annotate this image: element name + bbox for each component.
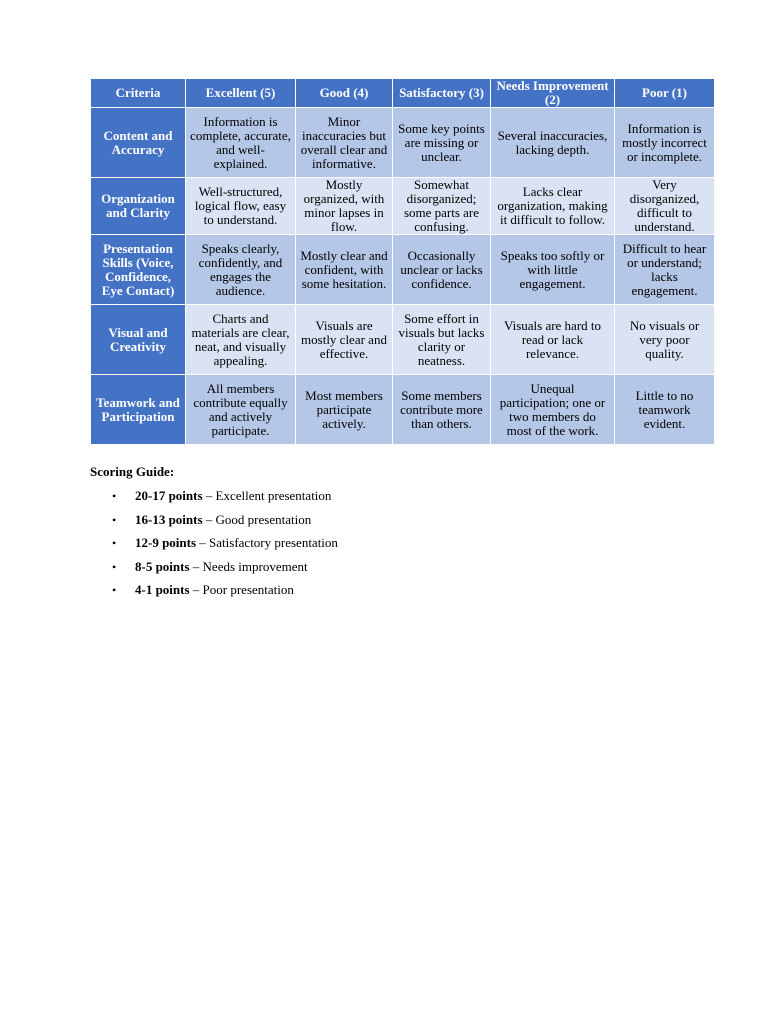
rubric-cell: Information is mostly incorrect or incomplete. xyxy=(615,108,715,178)
rating-text: – Good presentation xyxy=(202,511,312,527)
rating-text: – Satisfactory presentation xyxy=(196,535,338,551)
header-needs-improvement: Needs Improvement (2) xyxy=(491,79,615,108)
criteria-cell: Teamwork and Participation xyxy=(91,375,186,445)
points-range: 8-5 points xyxy=(135,558,190,574)
rubric-table xyxy=(90,78,715,445)
bullet-icon: • xyxy=(112,583,117,598)
rubric-cell: Lacks clear organization, making it difficult to follow. xyxy=(491,178,615,235)
points-range: 4-1 points xyxy=(135,582,190,598)
list-item xyxy=(90,486,338,510)
rubric-cell: Mostly organized, with minor lapses in flow. xyxy=(296,178,393,235)
rubric-cell: Well-structured, logical flow, easy to understand. xyxy=(186,178,296,235)
bullet-icon: • xyxy=(112,512,117,527)
list-item xyxy=(90,557,338,581)
rubric-cell: Minor inaccuracies but overall clear and informative. xyxy=(296,108,393,178)
rubric-cell: Charts and materials are clear, neat, and visually appealing. xyxy=(186,305,296,375)
header-satisfactory: Satisfactory (3) xyxy=(393,79,491,108)
rating-text: – Poor presentation xyxy=(189,582,294,598)
criteria-cell: Content and Accuracy xyxy=(91,108,186,178)
rubric-cell: All members contribute equally and actively participate. xyxy=(186,375,296,445)
rating-text: – Needs improvement xyxy=(189,558,308,574)
rubric-cell: Some key points are missing or unclear. xyxy=(393,108,491,178)
scoring-guide-list xyxy=(90,486,338,604)
rubric-cell: Unequal participation; one or two members do most of the work. xyxy=(491,375,615,445)
criteria-cell: Organization and Clarity xyxy=(91,178,186,235)
rubric-cell: Somewhat disorganized; some parts are confusing. xyxy=(393,178,491,235)
bullet-icon: • xyxy=(112,536,117,551)
scoring-guide-title: Scoring Guide: xyxy=(90,464,175,479)
rubric-cell: Little to no teamwork evident. xyxy=(615,375,715,445)
list-item xyxy=(90,533,338,557)
table-row xyxy=(91,305,715,375)
rubric-cell: Very disorganized, difficult to understand. xyxy=(615,178,715,235)
points-range: 12-9 points xyxy=(135,535,197,551)
list-item xyxy=(90,580,338,604)
rubric-cell: Occasionally unclear or lacks confidence. xyxy=(393,235,491,305)
points-range: 16-13 points xyxy=(135,511,203,527)
rubric-cell: Difficult to hear or understand; lacks engagement. xyxy=(615,235,715,305)
header-good: Good (4) xyxy=(296,79,393,108)
rubric-cell: Several inaccuracies, lacking depth. xyxy=(491,108,615,178)
rubric-cell: Most members participate actively. xyxy=(296,375,393,445)
list-item xyxy=(90,510,338,534)
rubric-cell: Mostly clear and confident, with some hesitation. xyxy=(296,235,393,305)
rubric-cell: No visuals or very poor quality. xyxy=(615,305,715,375)
points-range: 20-17 points xyxy=(135,488,203,503)
table-row xyxy=(91,178,715,235)
rubric-cell: Some members contribute more than others. xyxy=(393,375,491,445)
table-row xyxy=(91,108,715,178)
table-row xyxy=(91,235,715,305)
header-poor: Poor (1) xyxy=(615,79,715,108)
bullet-icon: • xyxy=(112,559,117,574)
rubric-header-row xyxy=(91,79,715,108)
rubric-cell: Visuals are hard to read or lack relevance. xyxy=(491,305,615,375)
rubric-cell: Speaks clearly, confidently, and engages the audience. xyxy=(186,235,296,305)
criteria-cell: Visual and Creativity xyxy=(91,305,186,375)
rubric-cell: Some effort in visuals but lacks clarity or neatness. xyxy=(393,305,491,375)
criteria-cell: Presentation Skills (Voice, Confidence, Eye Contact) xyxy=(91,235,186,305)
rubric-cell: Speaks too softly or with little engagement. xyxy=(491,235,615,305)
table-row xyxy=(91,375,715,445)
rubric-cell: Visuals are mostly clear and effective. xyxy=(296,305,393,375)
header-excellent: Excellent (5) xyxy=(186,79,296,108)
rating-text: – Excellent presentation xyxy=(202,488,332,503)
rubric-cell: Information is complete, accurate, and well-explained. xyxy=(186,108,296,178)
bullet-icon: • xyxy=(112,489,117,503)
header-criteria: Criteria xyxy=(91,79,186,108)
